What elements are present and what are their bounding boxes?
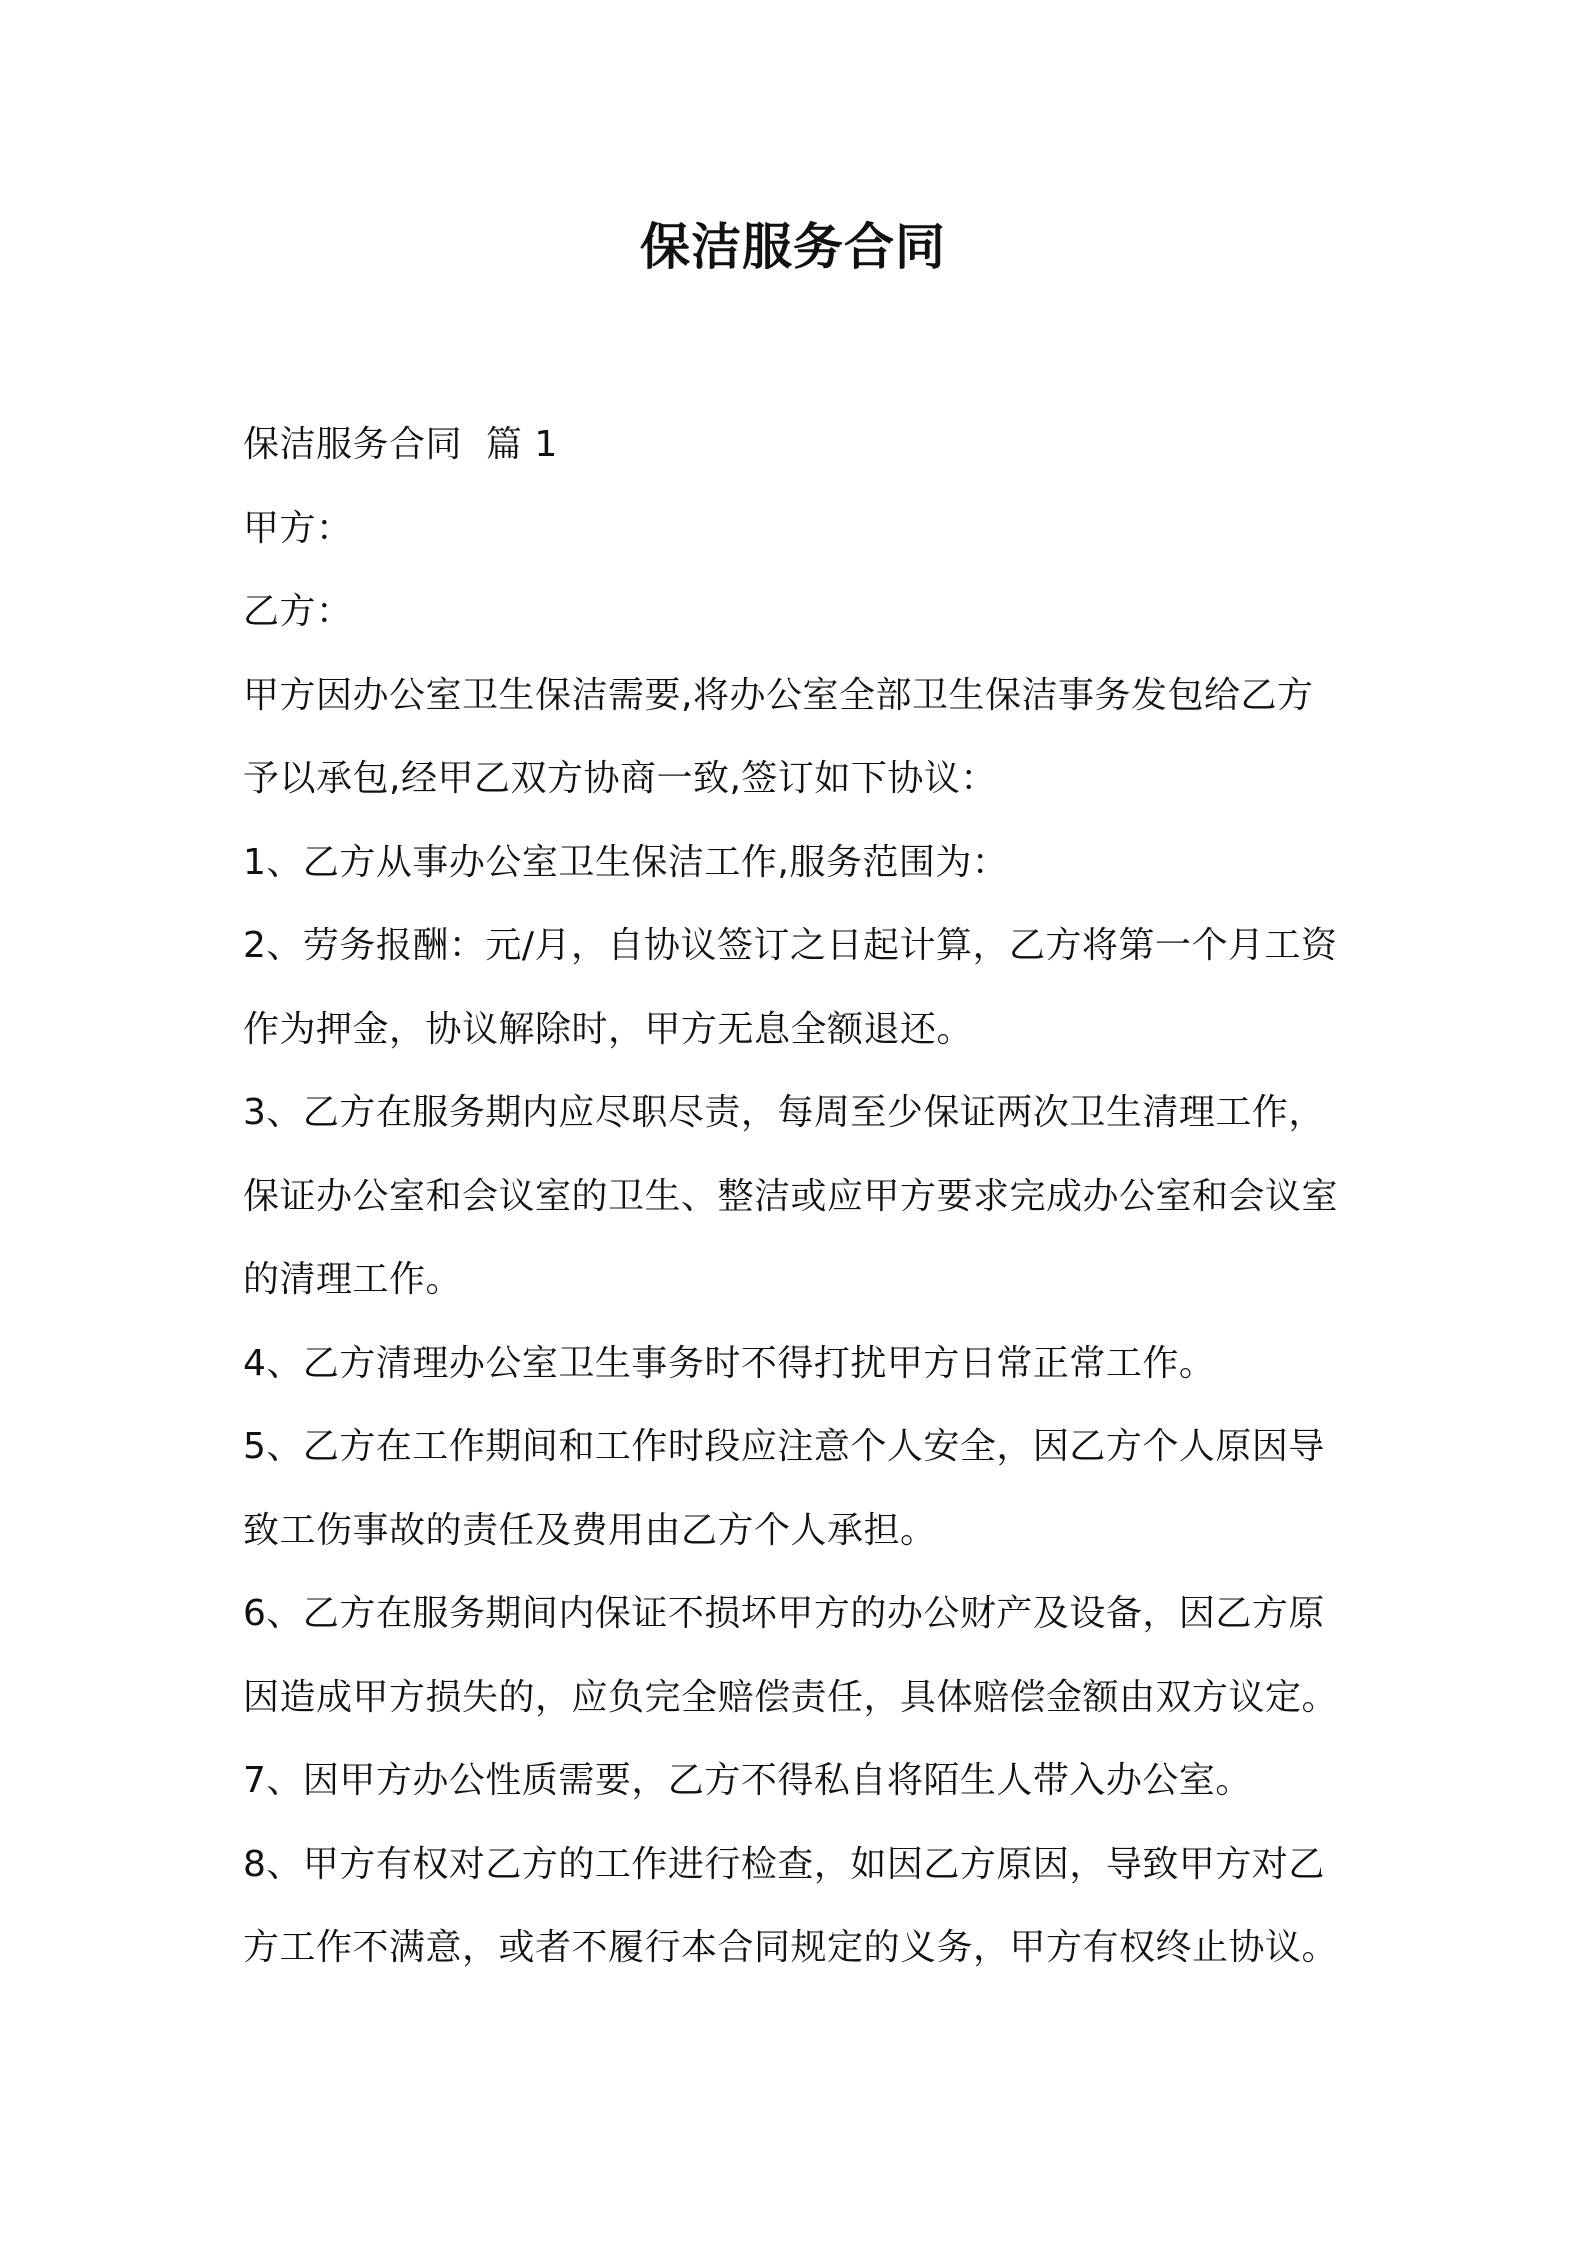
clause-line: 作为押金，协议解除时，甲方无息全额退还。 (243, 1008, 974, 1050)
clause-line: 1、乙方从事办公室卫生保洁工作,服务范围为： (243, 841, 1009, 883)
clause-line: 5、乙方在工作期间和工作时段应注意个人安全，因乙方个人原因导 (243, 1426, 1325, 1467)
clause-line: 4、乙方清理办公室卫生事务时不得打扰甲方日常正常工作。 (243, 1342, 1216, 1384)
preamble-line: 予以承包,经甲乙双方协商一致,签订如下协议： (243, 758, 997, 799)
section-heading: 保洁服务合同 篇 1 (243, 424, 558, 465)
clause-line: 6、乙方在服务期间内保证不损坏甲方的办公财产及设备，因乙方原 (243, 1593, 1325, 1634)
clause-line: 保证办公室和会议室的卫生、整洁或应甲方要求完成办公室和会议室 (243, 1175, 1339, 1217)
document-body (243, 403, 1363, 1990)
clause-line: 因造成甲方损失的，应负完全赔偿责任，具体赔偿金额由双方议定。 (243, 1676, 1339, 1718)
party-b-line: 乙方： (243, 591, 353, 632)
clause-line: 的清理工作。 (243, 1259, 463, 1300)
clause-line: 8、甲方有权对乙方的工作进行检查，如因乙方原因，导致甲方对乙 (243, 1843, 1325, 1885)
preamble-line: 甲方因办公室卫生保洁需要,将办公室全部卫生保洁事务发包给乙方 (243, 674, 1314, 716)
clause-line: 2、劳务报酬：元/月，自协议签订之日起计算，乙方将第一个月工资 (243, 925, 1338, 966)
clause-line: 3、乙方在服务期内应尽职尽责，每周至少保证两次卫生清理工作， (243, 1092, 1325, 1133)
clause-line: 7、因甲方办公性质需要，乙方不得私自将陌生人带入办公室。 (243, 1760, 1252, 1801)
clause-line: 方工作不满意，或者不履行本合同规定的义务，甲方有权终止协议。 (243, 1927, 1339, 1968)
document-title: 保洁服务合同 (640, 218, 946, 276)
clause-line: 致工伤事故的责任及费用由乙方个人承担。 (243, 1509, 937, 1551)
party-a-line: 甲方： (243, 507, 353, 549)
